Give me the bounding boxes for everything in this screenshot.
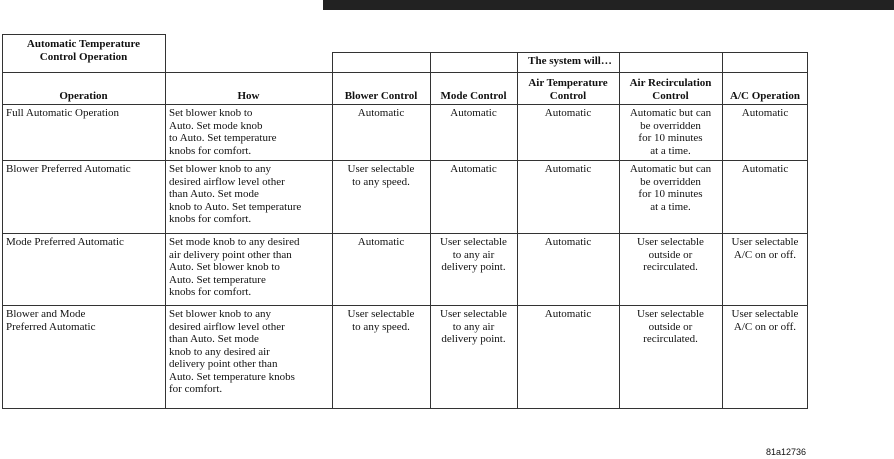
- table-cell-text: Automatic: [741, 163, 789, 175]
- row-operation-text: Blower Preferred Automatic: [6, 163, 131, 175]
- table-cell: [619, 306, 722, 409]
- table-rule: [2, 408, 808, 409]
- table-cell: [332, 161, 430, 234]
- column-header: [430, 73, 517, 104]
- table-cell: [430, 234, 517, 306]
- table-cell-text: Automatic: [544, 163, 592, 175]
- column-header: [332, 73, 430, 104]
- group-header-text: The system will…: [528, 55, 612, 67]
- table-cell-text: Automatic: [357, 236, 405, 248]
- column-header: [165, 73, 332, 104]
- table-cell: [430, 105, 517, 161]
- table-cell-text: Set blower knob to Auto. Set mode knob to Auto. Set temperature knobs for comfort.: [169, 107, 277, 157]
- table-cell: [619, 105, 722, 161]
- column-header-text: Mode Control: [440, 89, 507, 102]
- table-cell-text: User selectable outside or recirculated.: [637, 308, 704, 345]
- table-cell-text: Automatic: [544, 107, 592, 119]
- table-cell: [165, 306, 332, 409]
- table-cell-text: Automatic: [450, 107, 497, 119]
- table-cell-text: User selectable A/C on or off.: [731, 236, 799, 261]
- column-header: [517, 73, 619, 104]
- table-cell: [517, 234, 619, 306]
- column-header: [619, 73, 722, 104]
- table-cell: [517, 105, 619, 161]
- column-header-text: Blower Control: [344, 89, 418, 102]
- table-cell-text: User selectable to any air delivery point.: [440, 308, 507, 345]
- table-cell-text: User selectable to any speed.: [347, 308, 415, 333]
- table-cell-text: User selectable outside or recirculated.: [637, 236, 704, 273]
- table-cell: [722, 234, 808, 306]
- table-cell: [165, 234, 332, 306]
- table-rule: [2, 34, 165, 35]
- column-header-text: A/C Operation: [730, 89, 800, 102]
- column-header: [722, 73, 808, 104]
- table-title-text: Automatic Temperature Control Operation: [26, 38, 141, 63]
- table-cell-text: Automatic: [357, 107, 405, 119]
- table-cell-text: Automatic: [544, 236, 592, 248]
- table-cell-text: Set blower knob to any desired airflow level other than Auto. Set mode knob to Auto. Set temperature knobs for comfort.: [169, 163, 302, 225]
- table-cell: [165, 161, 332, 234]
- row-operation-text: Mode Preferred Automatic: [6, 236, 124, 248]
- row-operation: [2, 306, 165, 409]
- table-cell-text: Automatic but can be overridden for 10 minutes at a time.: [629, 107, 712, 157]
- table-cell-text: Automatic but can be overridden for 10 minutes at a time.: [629, 163, 712, 213]
- column-header-text: Air Temperature Control: [528, 77, 608, 102]
- row-operation: [2, 105, 165, 161]
- column-header-text: Air Recirculation Control: [629, 77, 712, 102]
- table-cell: [619, 234, 722, 306]
- page-header-bar: [323, 0, 894, 10]
- group-header: [332, 53, 808, 72]
- row-operation: [2, 234, 165, 306]
- table-cell: [332, 105, 430, 161]
- table-cell-text: User selectable to any speed.: [347, 163, 415, 188]
- table-cell: [722, 105, 808, 161]
- table-cell-text: User selectable to any air delivery point.: [440, 236, 507, 273]
- table-cell: [165, 105, 332, 161]
- table-cell: [517, 306, 619, 409]
- table-cell: [332, 306, 430, 409]
- table-cell: [517, 161, 619, 234]
- row-operation-text: Blower and Mode Preferred Automatic: [6, 308, 96, 333]
- table-cell: [619, 161, 722, 234]
- table-cell: [722, 161, 808, 234]
- table-cell-text: Automatic: [741, 107, 789, 119]
- table-cell: [430, 306, 517, 409]
- column-header-text: How: [237, 89, 260, 102]
- figure-id: 81a12736: [766, 447, 807, 457]
- table-cell-text: Automatic: [450, 163, 497, 175]
- table-cell: [430, 161, 517, 234]
- table-title: [2, 36, 165, 72]
- column-header-text: Operation: [59, 89, 108, 102]
- table-cell-text: Automatic: [544, 308, 592, 320]
- table-cell: [722, 306, 808, 409]
- table-cell-text: User selectable A/C on or off.: [731, 308, 799, 333]
- row-operation: [2, 161, 165, 234]
- table-cell: [332, 234, 430, 306]
- column-header: [2, 73, 165, 104]
- table-cell-text: Set blower knob to any desired airflow level other than Auto. Set mode knob to any desired air delivery point other than Auto. Set temperature knobs for comfort.: [169, 308, 295, 395]
- row-operation-text: Full Automatic Operation: [6, 107, 120, 119]
- table-cell-text: Set mode knob to any desired air delivery point other than Auto. Set blower knob to Auto. Set temperature knobs for comfort.: [169, 236, 300, 298]
